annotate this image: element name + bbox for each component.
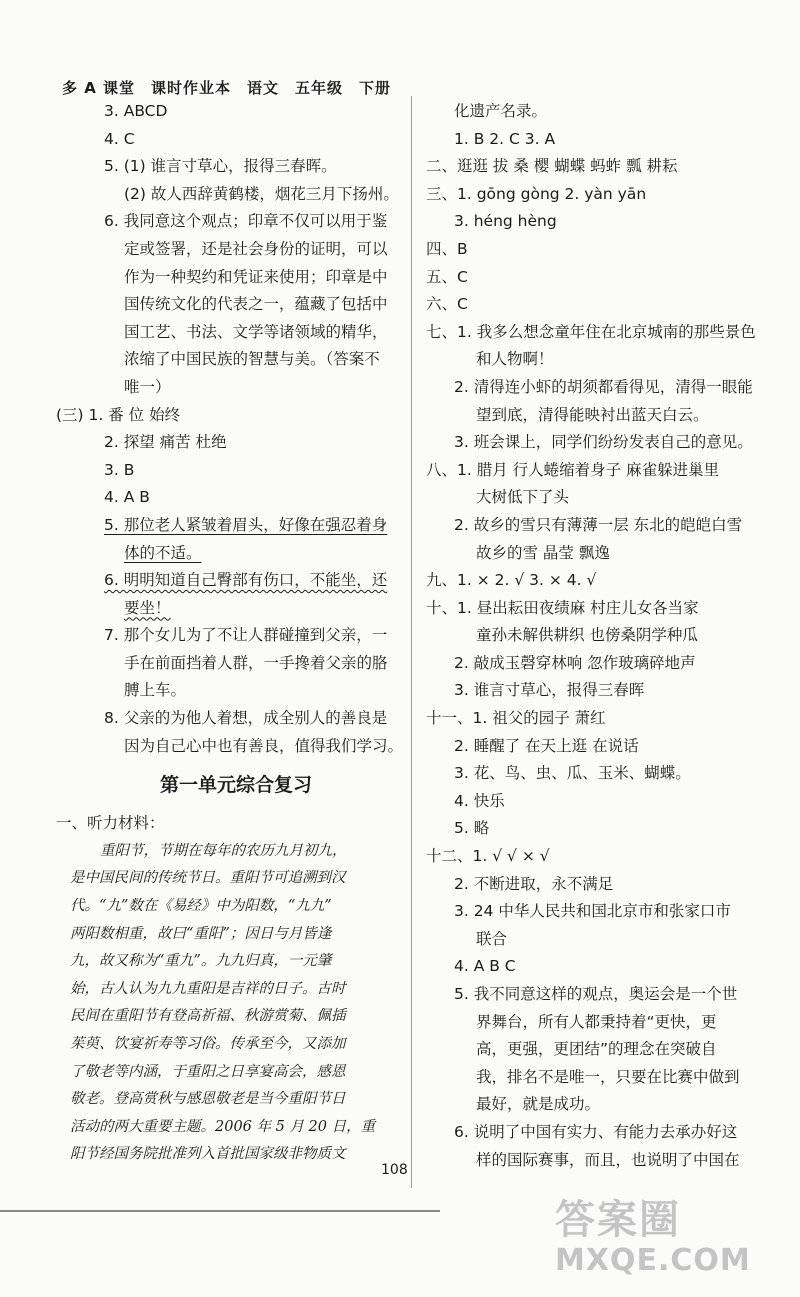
passage-line: 阳节经国务院批准列入首批国家级非物质文 bbox=[70, 1146, 346, 1163]
answer-line: 2. 清得连小虾的胡须都看得见，清得一眼能 bbox=[454, 377, 753, 396]
answer-line: (2) 故人西辞黄鹤楼，烟花三月下扬州。 bbox=[124, 184, 399, 203]
passage-line: 民间在重阳节有登高祈福、秋游赏菊、佩插 bbox=[70, 1008, 346, 1025]
watermark-url: MXQE.COM bbox=[555, 1243, 751, 1278]
answer-line: 七、1. 我多么想念童年住在北京城南的那些景色 bbox=[426, 322, 756, 341]
answer-line: 九、1. × 2. √ 3. × 4. √ bbox=[426, 571, 597, 590]
answer-line: 联合 bbox=[476, 929, 508, 948]
answer-line: 5. 我不同意这样的观点，奥运会是一个世 bbox=[454, 985, 738, 1003]
answer-line: 5. (1) 谁言寸草心，报得三春晖。 bbox=[104, 157, 337, 176]
listening-label: 一、听力材料： bbox=[56, 814, 165, 833]
answer-line: 4. A B C bbox=[454, 957, 516, 976]
answer-line: 6. 说明了中国有实力、有能力去承办好这 bbox=[454, 1122, 738, 1141]
answer-line: 6. 我同意这个观点；印章不仅可以用于鉴 bbox=[104, 212, 388, 231]
answer-line: 国传统文化的代表之一，蕴藏了包括中 bbox=[124, 295, 388, 314]
answer-line: 四、B bbox=[426, 239, 468, 258]
listening-passage bbox=[56, 838, 400, 1169]
answer-line: 膊上车。 bbox=[124, 681, 187, 700]
answer-line: 十一、1. 祖父的园子 萧红 bbox=[426, 709, 606, 728]
underlined-answer-line: 5. 那位老人紧皱着眉头，好像在强忍着身 bbox=[104, 515, 388, 534]
answer-line: 2. 探望 痛苦 杜绝 bbox=[104, 433, 227, 452]
page-number: 108 bbox=[381, 1162, 408, 1178]
answer-line: 因为自己心中也有善良，值得我们学习。 bbox=[124, 736, 404, 755]
answer-line: 故乡的雪 晶莹 飘逸 bbox=[476, 543, 610, 562]
section-title: 第一单元综合复习 bbox=[159, 774, 312, 797]
passage-line: 茱萸、饮宴祈寿等习俗。传承至今，又添加 bbox=[70, 1036, 346, 1052]
answer-line: 五、C bbox=[426, 267, 468, 286]
underlined-answer-line: 体的不适。 bbox=[124, 543, 202, 562]
answer-line: 3. ABCD bbox=[104, 102, 168, 120]
wavy-underlined-answer-line: 要坐！ bbox=[124, 598, 171, 617]
passage-line: 两阳数相重，故曰“重阳”；因日与月皆逢 bbox=[70, 925, 332, 942]
answer-line: 望到底，清得能映衬出蓝天白云。 bbox=[476, 405, 709, 424]
answer-line: 8. 父亲的为他人着想，成全别人的善良是 bbox=[104, 709, 388, 728]
answer-line: 3. héng hèng bbox=[454, 212, 557, 231]
answer-line: 2. 睡醒了 在天上逛 在说话 bbox=[454, 736, 639, 755]
answer-line: 作为一种契约和凭证来使用；印章是中 bbox=[124, 267, 388, 286]
wavy-underlined-answer-line: 6. 明明知道自己臀部有伤口，不能坐，还 bbox=[104, 571, 388, 590]
column-divider bbox=[411, 96, 412, 1188]
passage-line: 重阳节，节期在每年的农历九月初九， bbox=[100, 842, 347, 859]
answer-line: 高，更强，更团结”的理念在突破自 bbox=[476, 1040, 717, 1059]
answer-line: 唯一） bbox=[124, 377, 171, 396]
answer-line: 4. C bbox=[104, 129, 135, 148]
answer-line: 十、1. 昼出耘田夜绩麻 村庄儿女各当家 bbox=[426, 598, 699, 617]
answer-line: 4. A B bbox=[104, 488, 150, 507]
watermark-logo-text: 答案圈 bbox=[555, 1197, 681, 1243]
answer-line: 3. 花、鸟、虫、瓜、玉米、蝴蝶。 bbox=[454, 764, 691, 783]
passage-line: 始，古人认为九九重阳是吉祥的日子。古时 bbox=[70, 980, 346, 997]
answer-line: (三) 1. 番 位 始终 bbox=[56, 405, 181, 424]
answer-line: 浓缩了中国民族的智慧与美。（答案不 bbox=[124, 350, 380, 369]
answer-line: 二、逛逛 拔 桑 樱 蝴蝶 蚂蚱 瓢 耕耘 bbox=[426, 157, 678, 176]
answer-line: 最好，就是成功。 bbox=[476, 1095, 601, 1114]
site-watermark bbox=[555, 1198, 795, 1293]
answer-line: 三、1. gōng gòng 2. yàn yān bbox=[426, 184, 647, 203]
answer-line: 1. B 2. C 3. A bbox=[454, 129, 556, 148]
answer-line: 样的国际赛事，而且，也说明了中国在 bbox=[476, 1150, 740, 1169]
answer-line: 2. 敲成玉磬穿林响 忽作玻璃碎地声 bbox=[454, 653, 696, 672]
answer-line: 手在前面挡着人群，一手搀着父亲的胳 bbox=[124, 653, 388, 672]
answer-line: 2. 不断进取，永不满足 bbox=[454, 874, 614, 893]
answer-line: 2. 故乡的雪只有薄薄一层 东北的皑皑白雪 bbox=[454, 515, 743, 534]
answer-line: 国工艺、书法、文学等诸领域的精华， bbox=[124, 322, 388, 341]
answer-line: 大树低下了头 bbox=[476, 488, 570, 507]
answer-line: 界舞台，所有人都秉持着“更快，更 bbox=[476, 1012, 717, 1031]
passage-line: 是中国民间的传统节日。重阳节可追溯到汉 bbox=[70, 870, 346, 887]
passage-line: 代。“九”数在《易经》中为阳数，“九九” bbox=[70, 898, 332, 915]
answer-line: 八、1. 腊月 行人蜷缩着身子 麻雀躲进巢里 bbox=[426, 460, 720, 479]
passage-line: 敬老。登高赏秋与感恩敬老是当今重阳节日 bbox=[70, 1091, 346, 1108]
answer-line: 5. 略 bbox=[454, 819, 490, 838]
passage-line: 活动的两大重要主题。2006 年 5 月 20 日，重 bbox=[70, 1118, 376, 1135]
answer-line: 定或签署，还是社会身份的证明，可以 bbox=[124, 239, 388, 258]
answer-line: 7. 那个女儿为了不让人群碰撞到父亲，一 bbox=[104, 626, 388, 645]
answer-line: 3. B bbox=[104, 460, 135, 479]
answer-line: 我，排名不是唯一，只要在比赛中做到 bbox=[476, 1067, 740, 1086]
page-header: 多 A 课堂 课时作业本 语文 五年级 下册 bbox=[62, 79, 392, 97]
answer-line: 化遗产名录。 bbox=[454, 102, 548, 120]
answer-line: 和人物啊！ bbox=[476, 350, 554, 369]
answer-line: 3. 班会课上，同学们纷纷发表自己的意见。 bbox=[454, 433, 753, 452]
left-column bbox=[56, 98, 404, 1169]
answer-line: 童孙未解供耕织 也傍桑阴学种瓜 bbox=[476, 626, 698, 645]
footer-rule bbox=[0, 1210, 440, 1212]
answer-line: 六、C bbox=[426, 295, 468, 314]
answer-line: 4. 快乐 bbox=[454, 791, 505, 810]
passage-line: 九，故又称为“重九”。九九归真，一元肇 bbox=[70, 953, 332, 970]
answer-line: 十二、1. √ √ × √ bbox=[426, 847, 550, 866]
right-column bbox=[426, 98, 766, 1174]
answer-line: 3. 24 中华人民共和国北京市和张家口市 bbox=[454, 902, 731, 921]
passage-line: 了敬老等内涵，于重阳之日享宴高会，感恩 bbox=[70, 1063, 346, 1080]
answer-line: 3. 谁言寸草心，报得三春晖 bbox=[454, 681, 645, 700]
